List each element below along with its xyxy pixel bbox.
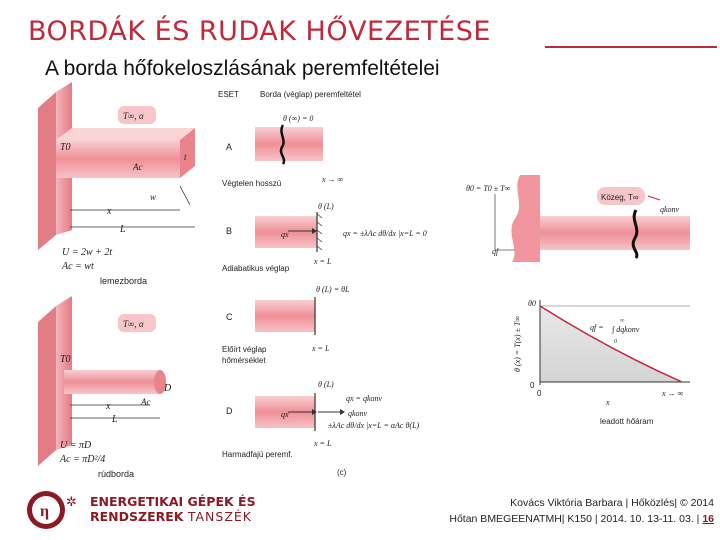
case-b-top: θ (L) [318,202,334,211]
rod-area: Ac = πD²/4 [60,454,106,465]
graph-int-bottom: 0 [614,339,617,345]
case-d-letter: D [226,406,233,416]
case-d-qkonv: qkonv [348,409,368,418]
case-a-letter: A [226,142,233,152]
graph-origin-x: 0 [537,389,542,398]
medium-qkonv: qkonv [660,205,680,214]
case-c-letter: C [226,312,233,322]
case-b-equation: qx = ±λAc dθ/dx |x=L = 0 [343,229,427,238]
case-d [222,380,420,459]
graph-y-label: θ (x) = T(x) ± T∞ [513,315,522,372]
case-d-top: θ (L) [318,380,334,389]
medium-label: Közeg, T∞ [601,193,639,202]
rod-ac-label: Ac [141,397,151,407]
graph-theta0: θ0 [528,299,536,308]
plate-fin-name: lemezborda [100,276,148,286]
rod-fin-drawing [38,296,172,479]
case-b [222,202,427,273]
plate-ac-label: Ac [133,162,143,172]
rod-x-label: x [106,401,111,412]
footer [449,495,714,527]
fin-medium-drawing [466,175,690,262]
medium-qf: qf [492,247,499,256]
plate-l-label: L [120,224,126,235]
rod-perimeter: U = πD [60,440,92,451]
page-title: BORDÁK ÉS RUDAK HŐVEZETÉSE [28,16,491,47]
case-d-x: x = L [314,439,332,448]
page-number: 16 [702,513,714,525]
case-d-caption: Harmadfajú peremf. [222,450,293,459]
case-c-caption-1: Előírt véglap [222,345,267,354]
rod-t0-label: T0 [60,354,71,365]
graph-int-top: ∞ [620,318,625,324]
case-c [222,285,350,365]
case-c-caption-2: hőmérséklet [222,356,266,365]
case-a-x: x → ∞ [322,175,344,184]
graph-integral: ∫ dqkonv [612,325,640,334]
graph-origin-y: 0 [530,381,535,390]
case-b-caption: Adiabatikus véglap [222,264,290,273]
department-name-line2-bold: RENDSZEREK [90,509,184,524]
plate-tinf-alpha-label: T∞, α [123,111,144,121]
rod-tinf-alpha-label: T∞, α [123,319,144,329]
case-a-caption: Végtelen hosszú [222,179,282,188]
case-d-equation: ±λAc dθ/dx |x=L = αAc θ(L) [328,421,420,430]
table-head-boundary: Borda (véglap) peremfeltétel [260,90,361,99]
figure-c-label: (c) [337,468,347,477]
svg-text:η: η [40,503,50,520]
rod-fin-name: rúdborda [98,469,135,479]
plate-area: Ac = wt [62,261,94,272]
plate-t0-label: T0 [60,142,71,153]
case-d-qx: qx [281,410,289,419]
case-d-equation-top: qx = qkonv [346,394,383,403]
rod-d-label: D [164,383,172,394]
case-b-qx: qx [281,230,289,239]
case-a-condition: θ (∞) = 0 [283,114,314,123]
rod-l-label: L [112,414,118,425]
plate-w-label: w [150,192,157,202]
graph-qf: qf = [590,323,604,332]
footer-course: Hőtan BMEGEENATMH| K150 | 2014. 10. 13-11. 03. | [449,513,700,525]
department-name [90,494,256,524]
case-a [222,114,344,188]
table-head-case: ESET [218,90,239,99]
department-name-line2-light: TANSZÉK [187,509,252,524]
theta0-definition: θ0 = T0 ± T∞ [466,184,511,193]
case-b-x: x = L [314,257,332,266]
plate-t-label: t [184,152,187,162]
case-b-letter: B [226,226,233,236]
department-name-line1: ENERGETIKAI GÉPEK ÉS [90,494,256,509]
svg-text:✲: ✲ [66,495,77,510]
case-c-x: x = L [312,344,330,353]
graph-x-label: x [606,398,610,407]
graph-caption: leadott hőáram [600,417,654,426]
temperature-graph [513,299,690,426]
plate-perimeter: U = 2w + 2t [62,247,113,258]
plate-fin-drawing [38,82,195,286]
plate-x-label: x [107,206,112,217]
case-c-top: θ (L) = θL [316,285,350,294]
page-subtitle: A borda hőfokeloszlásának peremfeltételei [45,57,440,80]
graph-x-infinity: x → ∞ [662,389,684,398]
footer-author: Kovács Viktória Barbara | Hőközlés| © 2014 [510,497,714,509]
